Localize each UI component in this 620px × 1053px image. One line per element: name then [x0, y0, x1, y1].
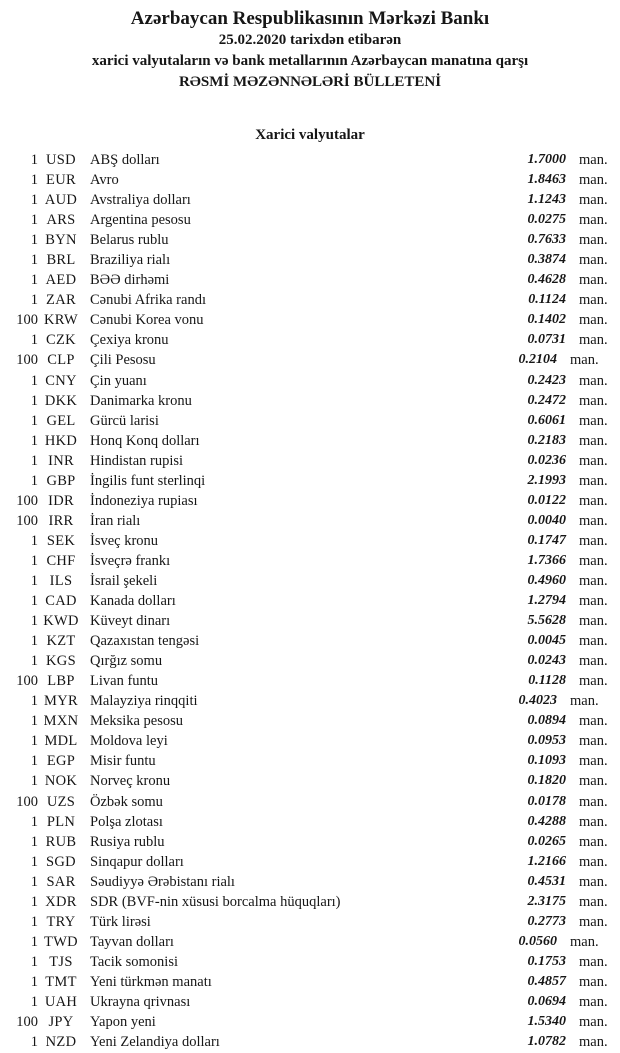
effective-date-line: 25.02.2020 tarixdən etibarən [218, 32, 402, 48]
row-code: DKK [44, 392, 78, 409]
row-quantity: 1 [30, 753, 38, 770]
row-quantity: 100 [16, 312, 38, 329]
row-unit: man. [579, 472, 608, 489]
row-unit: man. [579, 893, 608, 910]
rate-row [0, 631, 620, 651]
row-name: Hindistan rupisi [90, 452, 184, 469]
row-rate: 0.2472 [527, 392, 566, 408]
rate-row [0, 852, 620, 872]
rate-row [0, 190, 620, 210]
row-code: UZS [46, 793, 76, 810]
row-rate: 1.1243 [527, 192, 566, 208]
bank-title: Azərbaycan Respublikasının Mərkəzi Bankı [130, 8, 490, 29]
row-rate: 0.0894 [527, 713, 566, 729]
row-code: IDR [48, 492, 74, 509]
rate-row [0, 371, 620, 391]
rate-row [0, 992, 620, 1012]
row-quantity: 1 [30, 412, 38, 429]
row-unit: man. [579, 973, 608, 990]
row-name: Kanada dolları [90, 593, 176, 610]
row-rate: 0.3874 [527, 252, 566, 268]
row-rate: 0.4288 [527, 813, 566, 829]
row-code: ARS [46, 212, 76, 229]
row-rate: 1.5340 [527, 1014, 566, 1030]
row-code: HKD [44, 432, 78, 449]
row-quantity: 1 [30, 232, 38, 249]
row-unit: man. [579, 593, 608, 610]
subtitle-line: xarici valyutaların və bank metallarının Azərbaycan manatına qarşı [91, 53, 529, 69]
rate-row [0, 330, 620, 350]
row-rate: 0.0265 [527, 833, 566, 849]
row-unit: man. [579, 953, 608, 970]
row-code: MYR [44, 693, 78, 710]
row-rate: 0.0045 [527, 633, 566, 649]
rate-row [0, 691, 620, 711]
rate-row [0, 952, 620, 972]
row-rate: 0.1128 [528, 673, 566, 689]
row-code: CZK [46, 332, 76, 349]
row-name: Belarus rublu [90, 232, 169, 249]
row-code: PLN [46, 813, 76, 830]
row-code: TMT [45, 973, 77, 990]
row-quantity: 1 [30, 452, 38, 469]
row-code: USD [46, 152, 76, 168]
row-rate: 0.2104 [518, 352, 557, 368]
row-rate: 0.1753 [527, 953, 566, 969]
row-quantity: 1 [30, 953, 38, 970]
row-quantity: 1 [30, 933, 38, 950]
rate-row [0, 471, 620, 491]
row-quantity: 100 [16, 1014, 38, 1031]
rate-row [0, 310, 620, 330]
row-name: Qırğız somu [90, 653, 163, 670]
row-unit: man. [579, 332, 608, 349]
row-name: Braziliya rialı [90, 252, 171, 269]
row-quantity: 1 [30, 593, 38, 610]
row-quantity: 100 [16, 492, 38, 509]
rate-row [0, 170, 620, 190]
row-name: Avstraliya dolları [90, 192, 191, 209]
row-quantity: 100 [16, 512, 38, 529]
row-name: Yeni Zelandiya dolları [90, 1034, 220, 1051]
row-unit: man. [579, 492, 608, 509]
row-unit: man. [570, 933, 599, 950]
row-rate: 0.4628 [527, 272, 566, 288]
row-rate: 1.7366 [527, 552, 566, 568]
row-rate: 0.0040 [527, 512, 566, 528]
row-code: TWD [44, 933, 78, 950]
row-name: Türk lirəsi [90, 913, 151, 930]
row-unit: man. [579, 192, 608, 209]
row-quantity: 1 [30, 292, 38, 309]
row-name: İsveç kronu [90, 532, 159, 549]
bulletin-title-line: RƏSMİ MƏZƏNNƏLƏRİ BÜLLETENİ [178, 74, 442, 90]
row-quantity: 1 [30, 472, 38, 489]
row-quantity: 1 [30, 252, 38, 269]
rate-row [0, 551, 620, 571]
row-rate: 0.4857 [527, 973, 566, 989]
row-code: IRR [48, 512, 74, 529]
rate-row [0, 350, 620, 370]
row-name: Argentina pesosu [90, 212, 191, 229]
rate-row [0, 210, 620, 230]
row-name: Yapon yeni [90, 1014, 156, 1031]
row-name: Rusiya rublu [90, 833, 165, 850]
rate-row [0, 832, 620, 852]
row-rate: 0.4023 [518, 693, 557, 709]
row-name: İsveçrə frankı [90, 552, 171, 569]
row-unit: man. [579, 252, 608, 269]
row-code: EUR [46, 172, 76, 189]
row-rate: 0.0178 [527, 793, 566, 809]
row-code: KGS [46, 653, 76, 670]
row-name: İngilis funt sterlinqi [90, 472, 206, 489]
row-unit: man. [579, 813, 608, 830]
row-rate: 0.4960 [527, 572, 566, 588]
row-name: İran rialı [90, 512, 141, 529]
row-quantity: 1 [30, 552, 38, 569]
row-quantity: 1 [30, 833, 38, 850]
row-name: Sinqapur dolları [90, 853, 184, 870]
row-code: RUB [45, 833, 77, 850]
row-quantity: 1 [30, 633, 38, 650]
row-unit: man. [579, 212, 608, 229]
row-quantity: 1 [30, 993, 38, 1010]
row-unit: man. [570, 693, 599, 710]
row-quantity: 1 [30, 172, 38, 189]
row-name: Meksika pesosu [90, 713, 184, 730]
rate-row [0, 651, 620, 671]
row-unit: man. [579, 633, 608, 650]
row-quantity: 1 [30, 813, 38, 830]
row-code: MXN [43, 713, 79, 730]
rate-row [0, 792, 620, 812]
document-header [0, 0, 620, 93]
rate-row [0, 431, 620, 451]
row-quantity: 1 [30, 653, 38, 670]
row-rate: 1.7000 [527, 152, 566, 167]
row-quantity: 1 [30, 152, 38, 168]
row-name: Moldova leyi [90, 733, 168, 750]
row-quantity: 100 [16, 352, 38, 369]
rate-row [0, 451, 620, 471]
row-name: Yeni türkmən manatı [90, 973, 212, 990]
row-code: TJS [49, 953, 73, 970]
row-quantity: 1 [30, 893, 38, 910]
row-code: LBP [47, 673, 75, 690]
row-code: AUD [44, 192, 78, 209]
row-rate: 0.2423 [527, 372, 566, 388]
rate-row [0, 571, 620, 591]
row-quantity: 1 [30, 773, 38, 790]
row-quantity: 1 [30, 332, 38, 349]
row-name: Gürcü larisi [90, 412, 159, 429]
row-name: İsrail şekeli [90, 572, 158, 589]
row-name: ABŞ dolları [90, 152, 160, 168]
row-unit: man. [579, 1014, 608, 1031]
row-name: Çin yuanı [90, 372, 147, 389]
row-quantity: 1 [30, 873, 38, 890]
row-rate: 0.2773 [527, 913, 566, 929]
row-name: SDR (BVF-nin xüsusi borcalma hüquqları) [90, 893, 341, 910]
row-quantity: 1 [30, 613, 38, 630]
row-code: UAH [44, 993, 78, 1010]
row-unit: man. [579, 733, 608, 750]
rate-row [0, 731, 620, 751]
rate-row [0, 671, 620, 691]
row-quantity: 100 [16, 793, 38, 810]
row-unit: man. [579, 613, 608, 630]
row-code: INR [48, 452, 74, 469]
row-unit: man. [579, 773, 608, 790]
row-unit: man. [579, 793, 608, 810]
row-unit: man. [579, 653, 608, 670]
row-unit: man. [579, 412, 608, 429]
row-rate: 0.7633 [527, 232, 566, 248]
row-unit: man. [579, 853, 608, 870]
row-name: Tacik somonisi [90, 953, 178, 970]
row-quantity: 1 [30, 572, 38, 589]
rate-row [0, 150, 620, 170]
row-name: Norveç kronu [90, 773, 171, 790]
rate-row [0, 290, 620, 310]
row-unit: man. [579, 392, 608, 409]
rate-row [0, 411, 620, 431]
row-unit: man. [579, 572, 608, 589]
row-code: EGP [46, 753, 76, 770]
row-quantity: 1 [30, 192, 38, 209]
row-unit: man. [579, 452, 608, 469]
row-name: Ukrayna qrivnası [90, 993, 191, 1010]
row-name: Cənubi Afrika randı [90, 292, 206, 309]
row-name: Cənubi Korea vonu [90, 312, 204, 329]
rate-row [0, 491, 620, 511]
row-unit: man. [579, 172, 608, 189]
section-title-foreign-currencies: Xarici valyutalar [255, 127, 365, 143]
row-code: KZT [46, 633, 76, 650]
row-unit: man. [570, 352, 599, 369]
row-code: ZAR [46, 292, 76, 309]
row-rate: 0.1402 [527, 312, 566, 328]
rate-row [0, 892, 620, 912]
row-quantity: 1 [30, 913, 38, 930]
row-quantity: 1 [30, 973, 38, 990]
row-unit: man. [579, 913, 608, 930]
row-rate: 1.2794 [527, 593, 566, 609]
rate-row [0, 711, 620, 731]
rate-row [0, 972, 620, 992]
row-name: Çexiya kronu [90, 332, 169, 349]
row-rate: 1.2166 [527, 853, 566, 869]
row-code: CHF [46, 552, 76, 569]
row-unit: man. [579, 1034, 608, 1051]
row-rate: 0.4531 [527, 873, 566, 889]
row-code: KRW [44, 312, 78, 329]
row-name: Özbək somu [90, 793, 163, 810]
row-unit: man. [579, 673, 608, 690]
row-unit: man. [579, 993, 608, 1010]
rate-row [0, 391, 620, 411]
row-code: SGD [46, 853, 76, 870]
rate-row [0, 230, 620, 250]
row-rate: 0.0694 [527, 993, 566, 1009]
row-unit: man. [579, 432, 608, 449]
exchange-rates-table [0, 150, 620, 1052]
rate-row [0, 872, 620, 892]
row-unit: man. [579, 272, 608, 289]
row-rate: 0.1124 [528, 292, 566, 308]
row-unit: man. [579, 152, 608, 168]
row-unit: man. [579, 232, 608, 249]
row-code: NOK [44, 773, 78, 790]
row-name: Danimarka kronu [90, 392, 192, 409]
row-unit: man. [579, 312, 608, 329]
row-rate: 0.0731 [527, 332, 566, 348]
row-unit: man. [579, 713, 608, 730]
row-unit: man. [579, 512, 608, 529]
row-unit: man. [579, 552, 608, 569]
row-code: SEK [46, 532, 76, 549]
row-code: SAR [46, 873, 76, 890]
row-rate: 0.0236 [527, 452, 566, 468]
row-rate: 0.0560 [518, 933, 557, 949]
row-rate: 0.0275 [527, 212, 566, 228]
rate-row [0, 912, 620, 932]
row-quantity: 1 [30, 733, 38, 750]
row-rate: 0.6061 [527, 412, 566, 428]
row-quantity: 1 [30, 853, 38, 870]
row-rate: 0.2183 [527, 432, 566, 448]
row-code: GEL [46, 412, 76, 429]
rate-row [0, 270, 620, 290]
row-rate: 0.1093 [527, 753, 566, 769]
row-quantity: 1 [30, 432, 38, 449]
row-name: Səudiyyə Ərəbistanı rialı [90, 873, 235, 890]
row-code: BYN [45, 232, 77, 249]
row-name: Avro [90, 172, 119, 189]
rate-row [0, 531, 620, 551]
row-name: Küveyt dinarı [90, 613, 171, 630]
row-quantity: 1 [30, 212, 38, 229]
row-rate: 0.0122 [527, 492, 566, 508]
row-name: Polşa zlotası [90, 813, 163, 830]
row-rate: 0.0243 [527, 653, 566, 669]
row-rate: 5.5628 [527, 613, 566, 629]
row-unit: man. [579, 292, 608, 309]
rate-row [0, 1012, 620, 1032]
row-code: NZD [45, 1034, 77, 1051]
row-unit: man. [579, 372, 608, 389]
row-rate: 0.1820 [527, 773, 566, 789]
rate-row [0, 771, 620, 791]
row-quantity: 1 [30, 1034, 38, 1051]
row-name: Misir funtu [90, 753, 156, 770]
row-code: KWD [43, 613, 79, 630]
row-name: Tayvan dolları [90, 933, 174, 950]
row-code: BRL [46, 252, 76, 269]
rate-row [0, 812, 620, 832]
row-code: JPY [48, 1014, 74, 1031]
row-rate: 1.0782 [527, 1034, 566, 1050]
row-unit: man. [579, 532, 608, 549]
rate-row [0, 250, 620, 270]
row-rate: 0.0953 [527, 733, 566, 749]
row-name: Çili Pesosu [90, 352, 156, 369]
row-quantity: 1 [30, 693, 38, 710]
row-name: BƏƏ dirhəmi [90, 272, 170, 289]
row-name: İndoneziya rupiası [90, 492, 198, 509]
row-quantity: 1 [30, 392, 38, 409]
row-code: CLP [47, 352, 75, 369]
row-name: Malayziya rinqqiti [90, 693, 198, 710]
row-code: CAD [45, 593, 77, 610]
row-rate: 0.1747 [527, 532, 566, 548]
row-unit: man. [579, 833, 608, 850]
rate-row [0, 511, 620, 531]
rate-row [0, 751, 620, 771]
row-quantity: 1 [30, 713, 38, 730]
row-code: ILS [49, 572, 73, 589]
row-code: XDR [45, 893, 77, 910]
rate-row [0, 611, 620, 631]
row-rate: 1.8463 [527, 172, 566, 188]
row-name: Livan funtu [90, 673, 159, 690]
row-code: CNY [45, 372, 77, 389]
row-code: MDL [44, 733, 78, 750]
row-name: Honq Konq dolları [90, 432, 200, 449]
row-code: GBP [46, 472, 76, 489]
row-unit: man. [579, 873, 608, 890]
row-code: AED [45, 272, 77, 289]
rate-row [0, 1032, 620, 1052]
row-quantity: 100 [16, 673, 38, 690]
row-quantity: 1 [30, 532, 38, 549]
rate-row [0, 932, 620, 952]
row-unit: man. [579, 753, 608, 770]
row-name: Qazaxıstan tengəsi [90, 633, 200, 650]
rate-row [0, 591, 620, 611]
row-quantity: 1 [30, 272, 38, 289]
row-rate: 2.1993 [527, 472, 566, 488]
row-rate: 2.3175 [527, 893, 566, 909]
row-quantity: 1 [30, 372, 38, 389]
row-code: TRY [46, 913, 76, 930]
